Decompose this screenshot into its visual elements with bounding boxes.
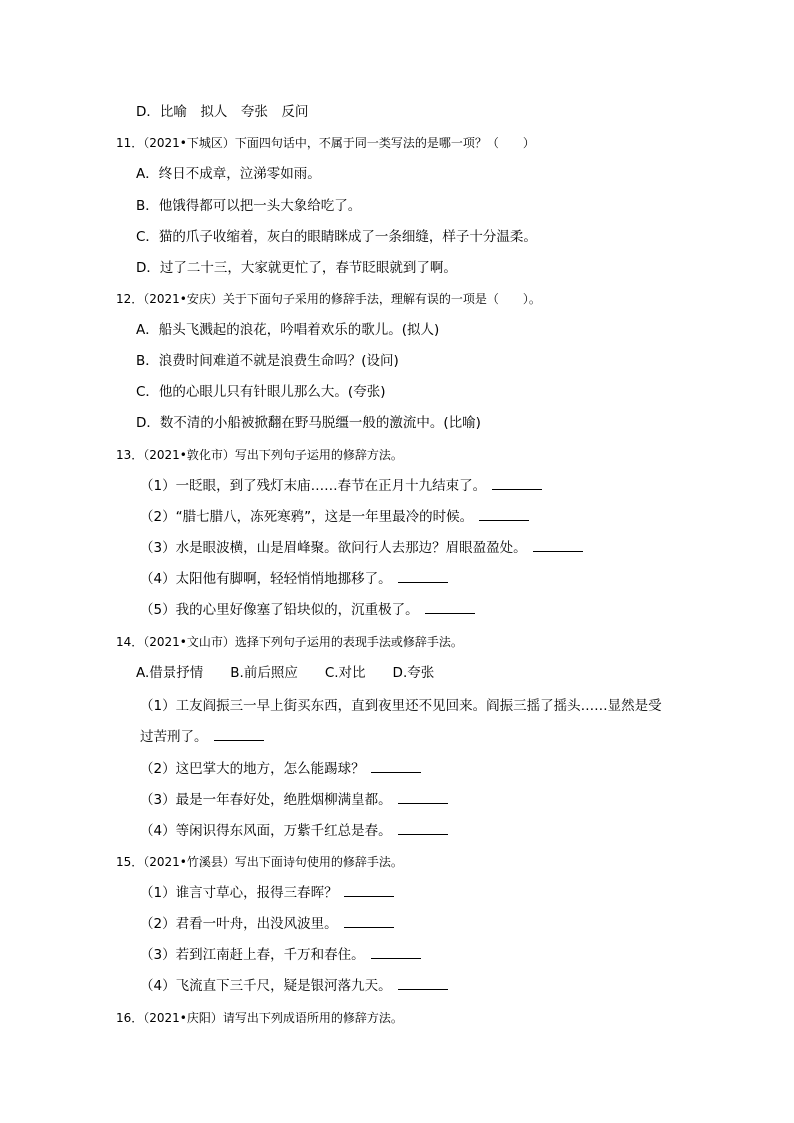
q13-item-4: （4）太阳他有脚啊，轻轻悄悄地挪移了。 <box>140 570 448 588</box>
question-12-stem: 12．（2021•安庆）关于下面句子采用的修辞手法，理解有误的一项是（ ）。 <box>116 292 541 306</box>
q15-item-3: （3）若到江南赶上春，千万和春住。 <box>140 946 421 964</box>
q14-item-3: （3）最是一年春好处，绝胜烟柳满皇都。 <box>140 791 448 809</box>
answer-blank[interactable] <box>398 977 448 990</box>
q11-option-a: A．终日不成章，泣涕零如雨。 <box>136 166 321 182</box>
question-16-stem: 16．（2021•庆阳）请写出下列成语所用的修辞方法。 <box>116 1011 403 1025</box>
q12-option-d: D．数不清的小船被掀翻在野马脱缰一般的激流中。(比喻) <box>136 415 481 431</box>
answer-blank[interactable] <box>492 477 542 490</box>
q14-item-1-cont: 过苦刑了。 <box>140 728 264 746</box>
q10-option-d: D．比喻 拟人 夸张 反问 <box>136 104 309 120</box>
q15-item-2: （2）君看一叶舟，出没风波里。 <box>140 915 394 933</box>
q12-option-a: A．船头飞溅起的浪花，吟唱着欢乐的歌儿。(拟人) <box>136 322 440 338</box>
question-13-stem: 13．（2021•敦化市）写出下列句子运用的修辞方法。 <box>116 448 403 462</box>
q12-option-c: C．他的心眼儿只有针眼儿那么大。(夸张) <box>136 384 386 400</box>
q13-item-2: （2）“腊七腊八，冻死寒鸦”，这是一年里最冷的时候。 <box>140 508 529 526</box>
q14-choices: A.借景抒情 B.前后照应 C.对比 D.夸张 <box>136 665 435 681</box>
q15-item-1: （1）谁言寸草心，报得三春晖？ <box>140 884 394 902</box>
question-15-stem: 15．（2021•竹溪县）写出下面诗句使用的修辞手法。 <box>116 855 403 869</box>
question-11-stem: 11．（2021•下城区）下面四句话中，不属于同一类写法的是哪一项？（ ） <box>116 136 535 150</box>
answer-blank[interactable] <box>425 601 475 614</box>
answer-blank[interactable] <box>344 915 394 928</box>
q11-option-b: B．他饿得都可以把一头大象给吃了。 <box>136 198 362 214</box>
q14-item-4: （4）等闲识得东风面，万紫千红总是春。 <box>140 822 448 840</box>
q12-option-b: B．浪费时间难道不就是浪费生命吗？(设问) <box>136 353 399 369</box>
answer-blank[interactable] <box>398 570 448 583</box>
q15-item-4: （4）飞流直下三千尺，疑是银河落九天。 <box>140 977 448 995</box>
q13-item-3: （3）水是眼波横，山是眉峰聚。欲问行人去那边？眉眼盈盈处。 <box>140 539 583 557</box>
q13-item-5: （5）我的心里好像塞了铅块似的，沉重极了。 <box>140 601 475 619</box>
answer-blank[interactable] <box>371 946 421 959</box>
answer-blank[interactable] <box>344 884 394 897</box>
q14-item-2: （2）这巴掌大的地方，怎么能踢球？ <box>140 760 421 778</box>
answer-blank[interactable] <box>371 760 421 773</box>
answer-blank[interactable] <box>398 791 448 804</box>
q11-option-c: C．猫的爪子收缩着，灰白的眼睛眯成了一条细缝，样子十分温柔。 <box>136 229 537 245</box>
q13-item-1: （1）一眨眼，到了残灯末庙……春节在正月十九结束了。 <box>140 477 542 495</box>
answer-blank[interactable] <box>214 728 264 741</box>
answer-blank[interactable] <box>533 539 583 552</box>
q14-item-1: （1）工友阎振三一早上街买东西，直到夜里还不见回来。阎振三摇了摇头……显然是受 <box>140 698 662 714</box>
answer-blank[interactable] <box>398 822 448 835</box>
q11-option-d: D．过了二十三，大家就更忙了，春节眨眼就到了啊。 <box>136 260 457 276</box>
question-14-stem: 14．（2021•文山市）选择下列句子运用的表现手法或修辞手法。 <box>116 635 463 649</box>
answer-blank[interactable] <box>479 508 529 521</box>
